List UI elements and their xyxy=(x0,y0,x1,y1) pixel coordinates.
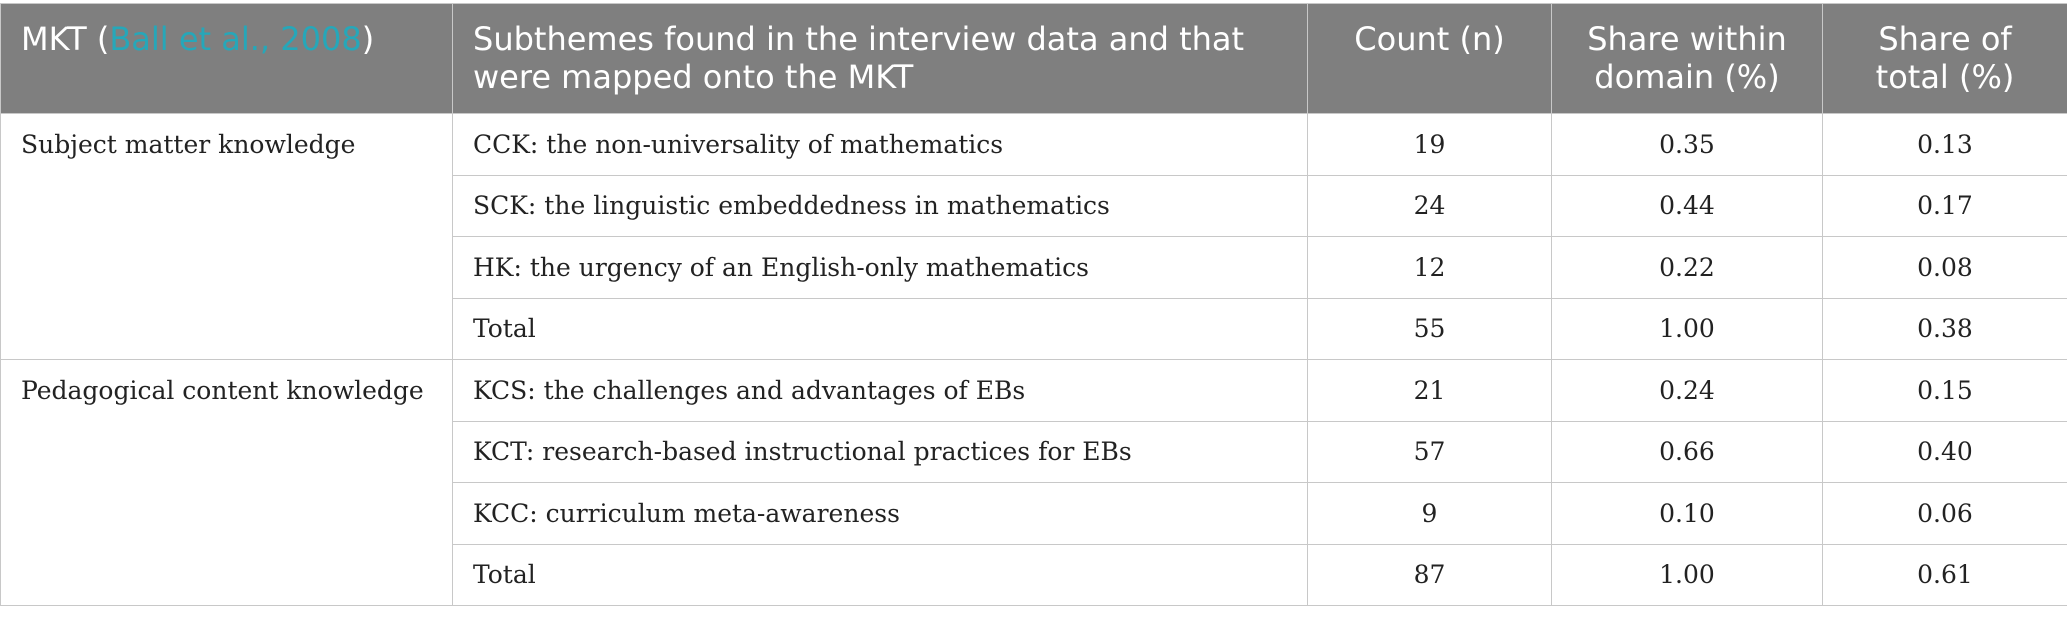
subtheme-cell: Total xyxy=(453,298,1308,360)
share-domain-cell: 0.10 xyxy=(1552,483,1823,545)
share-total-cell: 0.40 xyxy=(1823,421,2067,483)
share-total-cell: 0.06 xyxy=(1823,483,2067,545)
subtheme-cell: HK: the urgency of an English-only mathematics xyxy=(453,237,1308,299)
subtheme-cell: KCS: the challenges and advantages of EBs xyxy=(453,360,1308,422)
table-body xyxy=(1,114,2067,606)
share-domain-cell: 0.66 xyxy=(1552,421,1823,483)
count-cell: 55 xyxy=(1308,298,1552,360)
table-row xyxy=(1,360,2067,422)
header-share-within-domain: Share within domain (%) xyxy=(1552,4,1823,114)
share-total-cell: 0.15 xyxy=(1823,360,2067,422)
header-subthemes: Subthemes found in the interview data and that were mapped onto the MKT xyxy=(453,4,1308,114)
share-domain-cell: 0.24 xyxy=(1552,360,1823,422)
share-total-cell: 0.13 xyxy=(1823,114,2067,176)
table-header xyxy=(1,4,2067,114)
count-cell: 19 xyxy=(1308,114,1552,176)
mkt-table xyxy=(0,3,2067,606)
share-total-cell: 0.38 xyxy=(1823,298,2067,360)
header-row xyxy=(1,4,2067,114)
count-cell: 12 xyxy=(1308,237,1552,299)
count-cell: 87 xyxy=(1308,544,1552,606)
domain-cell: Subject matter knowledge xyxy=(1,114,453,360)
subtheme-cell: SCK: the linguistic embeddedness in mathematics xyxy=(453,175,1308,237)
share-total-cell: 0.61 xyxy=(1823,544,2067,606)
share-domain-cell: 0.35 xyxy=(1552,114,1823,176)
citation-link[interactable]: Ball et al., 2008 xyxy=(109,20,362,58)
subtheme-cell: KCC: curriculum meta-awareness xyxy=(453,483,1308,545)
header-count: Count (n) xyxy=(1308,4,1552,114)
subtheme-cell: KCT: research-based instructional practices for EBs xyxy=(453,421,1308,483)
header-share-of-total: Share of total (%) xyxy=(1823,4,2067,114)
subtheme-cell: Total xyxy=(453,544,1308,606)
header-mkt-prefix: MKT ( xyxy=(21,20,110,58)
share-domain-cell: 1.00 xyxy=(1552,544,1823,606)
count-cell: 24 xyxy=(1308,175,1552,237)
share-total-cell: 0.17 xyxy=(1823,175,2067,237)
count-cell: 57 xyxy=(1308,421,1552,483)
header-mkt-suffix: ) xyxy=(361,20,375,58)
count-cell: 21 xyxy=(1308,360,1552,422)
table-row xyxy=(1,114,2067,176)
count-cell: 9 xyxy=(1308,483,1552,545)
share-total-cell: 0.08 xyxy=(1823,237,2067,299)
share-domain-cell: 0.44 xyxy=(1552,175,1823,237)
share-domain-cell: 0.22 xyxy=(1552,237,1823,299)
share-domain-cell: 1.00 xyxy=(1552,298,1823,360)
header-mkt xyxy=(1,4,453,114)
domain-cell: Pedagogical content knowledge xyxy=(1,360,453,606)
subtheme-cell: CCK: the non-universality of mathematics xyxy=(453,114,1308,176)
